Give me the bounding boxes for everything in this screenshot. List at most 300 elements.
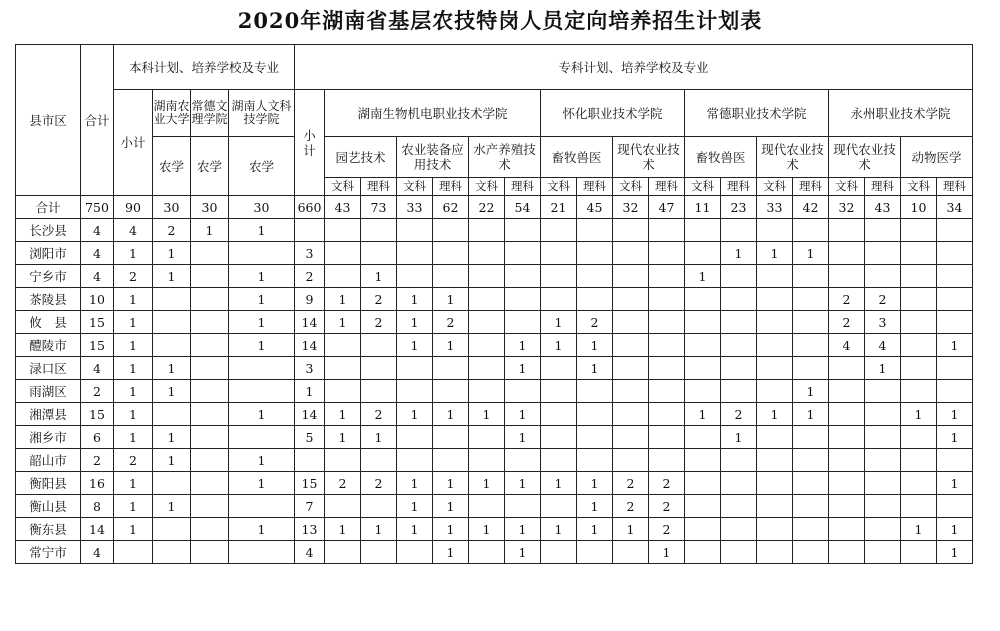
value-cell	[433, 265, 469, 288]
value-cell: 2	[433, 311, 469, 334]
value-cell	[829, 380, 865, 403]
value-cell: 2	[295, 265, 325, 288]
value-cell: 1	[433, 403, 469, 426]
value-cell: 1	[937, 472, 973, 495]
value-cell	[685, 311, 721, 334]
value-cell	[829, 265, 865, 288]
value-cell	[433, 449, 469, 472]
table-row	[16, 288, 973, 311]
value-cell	[505, 449, 541, 472]
value-cell: 2	[829, 311, 865, 334]
value-cell: 1	[577, 518, 613, 541]
table-row	[16, 219, 973, 242]
value-cell: 1	[865, 357, 901, 380]
value-cell: 8	[81, 495, 114, 518]
value-cell: 5	[295, 426, 325, 449]
value-cell	[577, 265, 613, 288]
value-cell	[829, 518, 865, 541]
table-row	[16, 334, 973, 357]
col-major-5: 现代农业技术	[613, 137, 685, 178]
value-cell: 1	[685, 265, 721, 288]
value-cell: 62	[433, 196, 469, 219]
value-cell	[901, 426, 937, 449]
table-row	[16, 311, 973, 334]
value-cell: 15	[295, 472, 325, 495]
value-cell	[865, 380, 901, 403]
value-cell	[361, 357, 397, 380]
value-cell	[757, 518, 793, 541]
value-cell: 1	[685, 403, 721, 426]
value-cell	[649, 311, 685, 334]
table-row	[16, 265, 973, 288]
value-cell: 1	[757, 403, 793, 426]
value-cell: 9	[295, 288, 325, 311]
value-cell	[901, 265, 937, 288]
value-cell: 4	[81, 265, 114, 288]
county-name-cell: 雨湖区	[16, 380, 81, 403]
value-cell	[433, 357, 469, 380]
county-name-cell: 合计	[16, 196, 81, 219]
col-major-7: 现代农业技术	[757, 137, 829, 178]
col-major-3: 水产养殖技术	[469, 137, 541, 178]
value-cell	[937, 380, 973, 403]
value-cell	[577, 219, 613, 242]
value-cell	[721, 472, 757, 495]
stream-header: 文科	[829, 178, 865, 196]
value-cell: 2	[361, 311, 397, 334]
value-cell	[901, 357, 937, 380]
value-cell: 1	[505, 403, 541, 426]
value-cell	[901, 219, 937, 242]
value-cell: 4	[295, 541, 325, 564]
table-row	[16, 242, 973, 265]
value-cell: 1	[325, 403, 361, 426]
value-cell	[649, 265, 685, 288]
value-cell	[541, 265, 577, 288]
value-cell	[469, 219, 505, 242]
value-cell	[829, 219, 865, 242]
value-cell: 14	[295, 334, 325, 357]
header-row-2	[16, 90, 973, 137]
page-title: 2020年湖南省基层农技特岗人员定向培养招生计划表	[237, 8, 763, 33]
value-cell	[613, 242, 649, 265]
value-cell	[685, 495, 721, 518]
value-cell: 1	[325, 288, 361, 311]
value-cell	[191, 265, 229, 288]
stream-header: 理科	[721, 178, 757, 196]
value-cell	[541, 495, 577, 518]
value-cell: 10	[81, 288, 114, 311]
value-cell: 1	[397, 518, 433, 541]
value-cell	[191, 242, 229, 265]
value-cell: 1	[901, 403, 937, 426]
value-cell	[829, 541, 865, 564]
col-major-6: 畜牧兽医	[685, 137, 757, 178]
value-cell	[191, 518, 229, 541]
col-major-4: 畜牧兽医	[541, 137, 613, 178]
value-cell: 1	[397, 495, 433, 518]
value-cell: 10	[901, 196, 937, 219]
col-school-huaihua: 怀化职业技术学院	[541, 90, 685, 137]
value-cell	[505, 495, 541, 518]
value-cell: 1	[397, 288, 433, 311]
value-cell	[191, 403, 229, 426]
value-cell	[649, 403, 685, 426]
stream-header: 文科	[397, 178, 433, 196]
value-cell	[469, 541, 505, 564]
value-cell	[685, 426, 721, 449]
value-cell: 1	[505, 472, 541, 495]
value-cell: 1	[229, 265, 295, 288]
value-cell: 2	[81, 449, 114, 472]
value-cell: 15	[81, 311, 114, 334]
value-cell: 2	[865, 288, 901, 311]
value-cell	[469, 357, 505, 380]
value-cell: 14	[295, 403, 325, 426]
value-cell	[433, 380, 469, 403]
value-cell	[191, 449, 229, 472]
value-cell	[829, 426, 865, 449]
value-cell	[577, 449, 613, 472]
value-cell	[229, 380, 295, 403]
value-cell: 1	[114, 334, 153, 357]
value-cell: 1	[793, 380, 829, 403]
value-cell: 34	[937, 196, 973, 219]
value-cell	[937, 265, 973, 288]
value-cell: 1	[325, 426, 361, 449]
stream-header: 理科	[433, 178, 469, 196]
value-cell	[397, 541, 433, 564]
value-cell: 4	[81, 242, 114, 265]
value-cell: 2	[325, 472, 361, 495]
value-cell: 1	[229, 219, 295, 242]
value-cell	[685, 449, 721, 472]
value-cell: 1	[541, 334, 577, 357]
value-cell: 73	[361, 196, 397, 219]
value-cell: 11	[685, 196, 721, 219]
value-cell: 2	[81, 380, 114, 403]
county-name-cell: 韶山市	[16, 449, 81, 472]
value-cell	[613, 265, 649, 288]
value-cell	[433, 426, 469, 449]
value-cell	[685, 380, 721, 403]
value-cell	[685, 242, 721, 265]
value-cell: 1	[577, 357, 613, 380]
value-cell	[901, 380, 937, 403]
value-cell	[613, 334, 649, 357]
value-cell	[649, 288, 685, 311]
value-cell	[541, 288, 577, 311]
value-cell	[397, 357, 433, 380]
value-cell	[649, 380, 685, 403]
value-cell	[793, 472, 829, 495]
county-name-cell: 常宁市	[16, 541, 81, 564]
value-cell: 1	[901, 518, 937, 541]
value-cell	[229, 495, 295, 518]
value-cell	[613, 288, 649, 311]
value-cell	[721, 288, 757, 311]
value-cell	[793, 265, 829, 288]
value-cell	[757, 472, 793, 495]
value-cell: 4	[81, 219, 114, 242]
value-cell	[721, 357, 757, 380]
value-cell: 1	[153, 426, 191, 449]
value-cell	[325, 449, 361, 472]
county-name-cell: 衡阳县	[16, 472, 81, 495]
value-cell	[153, 334, 191, 357]
value-cell: 1	[229, 449, 295, 472]
value-cell: 1	[433, 518, 469, 541]
value-cell	[685, 472, 721, 495]
value-cell	[793, 426, 829, 449]
value-cell: 3	[295, 242, 325, 265]
value-cell: 30	[229, 196, 295, 219]
value-cell	[685, 334, 721, 357]
value-cell	[649, 426, 685, 449]
value-cell	[613, 449, 649, 472]
stream-header: 理科	[793, 178, 829, 196]
value-cell	[469, 495, 505, 518]
value-cell: 90	[114, 196, 153, 219]
value-cell	[613, 219, 649, 242]
value-cell	[829, 403, 865, 426]
value-cell	[541, 426, 577, 449]
county-name-cell: 长沙县	[16, 219, 81, 242]
value-cell	[613, 311, 649, 334]
stream-header: 文科	[469, 178, 505, 196]
table-row	[16, 495, 973, 518]
value-cell: 54	[505, 196, 541, 219]
value-cell: 3	[865, 311, 901, 334]
undergrad-group-header: 本科计划、培养学校及专业	[114, 45, 295, 90]
value-cell	[793, 357, 829, 380]
value-cell	[685, 518, 721, 541]
value-cell: 4	[81, 357, 114, 380]
table-row	[16, 357, 973, 380]
table-row	[16, 518, 973, 541]
value-cell: 1	[433, 288, 469, 311]
header-row-3	[16, 137, 973, 178]
value-cell	[577, 288, 613, 311]
value-cell	[937, 495, 973, 518]
value-cell	[153, 518, 191, 541]
table-row	[16, 380, 973, 403]
col-major-9: 动物医学	[901, 137, 973, 178]
county-name-cell: 渌口区	[16, 357, 81, 380]
value-cell	[361, 334, 397, 357]
value-cell	[541, 357, 577, 380]
value-cell	[325, 334, 361, 357]
ug-school-hunan-agri: 湖南农业大学	[153, 90, 191, 137]
value-cell	[901, 311, 937, 334]
value-cell: 750	[81, 196, 114, 219]
value-cell	[361, 380, 397, 403]
value-cell	[865, 449, 901, 472]
value-cell: 1	[153, 495, 191, 518]
value-cell	[793, 495, 829, 518]
stream-header: 理科	[361, 178, 397, 196]
value-cell	[325, 265, 361, 288]
value-cell: 2	[649, 495, 685, 518]
value-cell: 1	[229, 472, 295, 495]
value-cell: 1	[505, 541, 541, 564]
value-cell	[829, 495, 865, 518]
table-row	[16, 472, 973, 495]
col-school-changde-voc: 常德职业技术学院	[685, 90, 829, 137]
stream-header: 文科	[757, 178, 793, 196]
value-cell: 1	[397, 472, 433, 495]
value-cell: 16	[81, 472, 114, 495]
value-cell: 2	[361, 472, 397, 495]
value-cell	[541, 380, 577, 403]
value-cell	[901, 334, 937, 357]
value-cell	[191, 357, 229, 380]
value-cell: 3	[295, 357, 325, 380]
value-cell	[937, 357, 973, 380]
value-cell: 1	[649, 541, 685, 564]
value-cell	[721, 265, 757, 288]
value-cell	[613, 357, 649, 380]
value-cell	[397, 219, 433, 242]
value-cell	[325, 357, 361, 380]
value-cell	[721, 518, 757, 541]
value-cell	[613, 426, 649, 449]
value-cell	[469, 449, 505, 472]
value-cell	[397, 380, 433, 403]
value-cell: 2	[114, 449, 153, 472]
value-cell	[469, 426, 505, 449]
value-cell	[865, 541, 901, 564]
value-cell	[469, 288, 505, 311]
value-cell: 2	[361, 288, 397, 311]
value-cell	[325, 242, 361, 265]
value-cell	[361, 242, 397, 265]
value-cell	[229, 242, 295, 265]
value-cell: 1	[114, 495, 153, 518]
value-cell: 1	[153, 242, 191, 265]
ug-school-changde-wenli: 常德文理学院	[191, 90, 229, 137]
ug-school-hunan-renwen: 湖南人文科技学院	[229, 90, 295, 137]
value-cell: 1	[114, 518, 153, 541]
value-cell	[721, 334, 757, 357]
county-name-cell: 醴陵市	[16, 334, 81, 357]
value-cell: 1	[229, 311, 295, 334]
county-name-cell: 湘潭县	[16, 403, 81, 426]
value-cell	[229, 426, 295, 449]
value-cell	[757, 288, 793, 311]
stream-header: 文科	[901, 178, 937, 196]
enrollment-plan-table	[15, 44, 973, 564]
value-cell: 1	[757, 242, 793, 265]
value-cell: 1	[153, 357, 191, 380]
value-cell: 42	[793, 196, 829, 219]
col-school-bio-mech: 湖南生物机电职业技术学院	[325, 90, 541, 137]
stream-header: 理科	[577, 178, 613, 196]
stream-header: 理科	[937, 178, 973, 196]
header-row-1	[16, 45, 973, 90]
value-cell: 2	[153, 219, 191, 242]
value-cell: 2	[613, 495, 649, 518]
value-cell: 14	[81, 518, 114, 541]
value-cell	[153, 403, 191, 426]
value-cell: 1	[325, 518, 361, 541]
value-cell	[325, 541, 361, 564]
value-cell: 1	[433, 334, 469, 357]
table-row	[16, 449, 973, 472]
value-cell	[469, 242, 505, 265]
value-cell	[757, 219, 793, 242]
value-cell	[793, 518, 829, 541]
value-cell	[757, 541, 793, 564]
value-cell: 1	[114, 472, 153, 495]
value-cell	[397, 242, 433, 265]
value-cell	[469, 334, 505, 357]
value-cell: 15	[81, 403, 114, 426]
value-cell: 1	[793, 403, 829, 426]
value-cell: 2	[829, 288, 865, 311]
value-cell	[541, 242, 577, 265]
value-cell: 1	[114, 288, 153, 311]
value-cell: 2	[613, 472, 649, 495]
value-cell: 660	[295, 196, 325, 219]
value-cell	[649, 357, 685, 380]
value-cell: 13	[295, 518, 325, 541]
value-cell: 43	[325, 196, 361, 219]
value-cell: 1	[114, 380, 153, 403]
value-cell	[433, 242, 469, 265]
value-cell	[865, 242, 901, 265]
value-cell	[901, 242, 937, 265]
value-cell: 30	[191, 196, 229, 219]
value-cell: 33	[397, 196, 433, 219]
value-cell: 1	[793, 242, 829, 265]
value-cell	[721, 541, 757, 564]
value-cell	[505, 311, 541, 334]
value-cell	[469, 380, 505, 403]
table-row	[16, 426, 973, 449]
county-name-cell: 攸 县	[16, 311, 81, 334]
value-cell	[757, 311, 793, 334]
value-cell	[577, 403, 613, 426]
col-major-2: 农业装备应用技术	[397, 137, 469, 178]
value-cell	[865, 403, 901, 426]
value-cell	[361, 495, 397, 518]
value-cell: 1	[191, 219, 229, 242]
value-cell	[865, 495, 901, 518]
value-cell	[865, 426, 901, 449]
total-header: 合计	[81, 45, 114, 196]
value-cell: 1	[541, 472, 577, 495]
value-cell: 1	[114, 426, 153, 449]
value-cell: 22	[469, 196, 505, 219]
value-cell	[721, 380, 757, 403]
value-cell: 1	[469, 518, 505, 541]
stream-header: 文科	[685, 178, 721, 196]
value-cell	[153, 311, 191, 334]
value-cell: 1	[937, 334, 973, 357]
value-cell	[191, 311, 229, 334]
value-cell: 1	[114, 311, 153, 334]
value-cell: 14	[295, 311, 325, 334]
value-cell: 1	[325, 311, 361, 334]
value-cell	[505, 380, 541, 403]
value-cell	[469, 311, 505, 334]
value-cell: 21	[541, 196, 577, 219]
value-cell: 1	[229, 288, 295, 311]
value-cell	[721, 449, 757, 472]
value-cell	[721, 311, 757, 334]
value-cell	[191, 541, 229, 564]
